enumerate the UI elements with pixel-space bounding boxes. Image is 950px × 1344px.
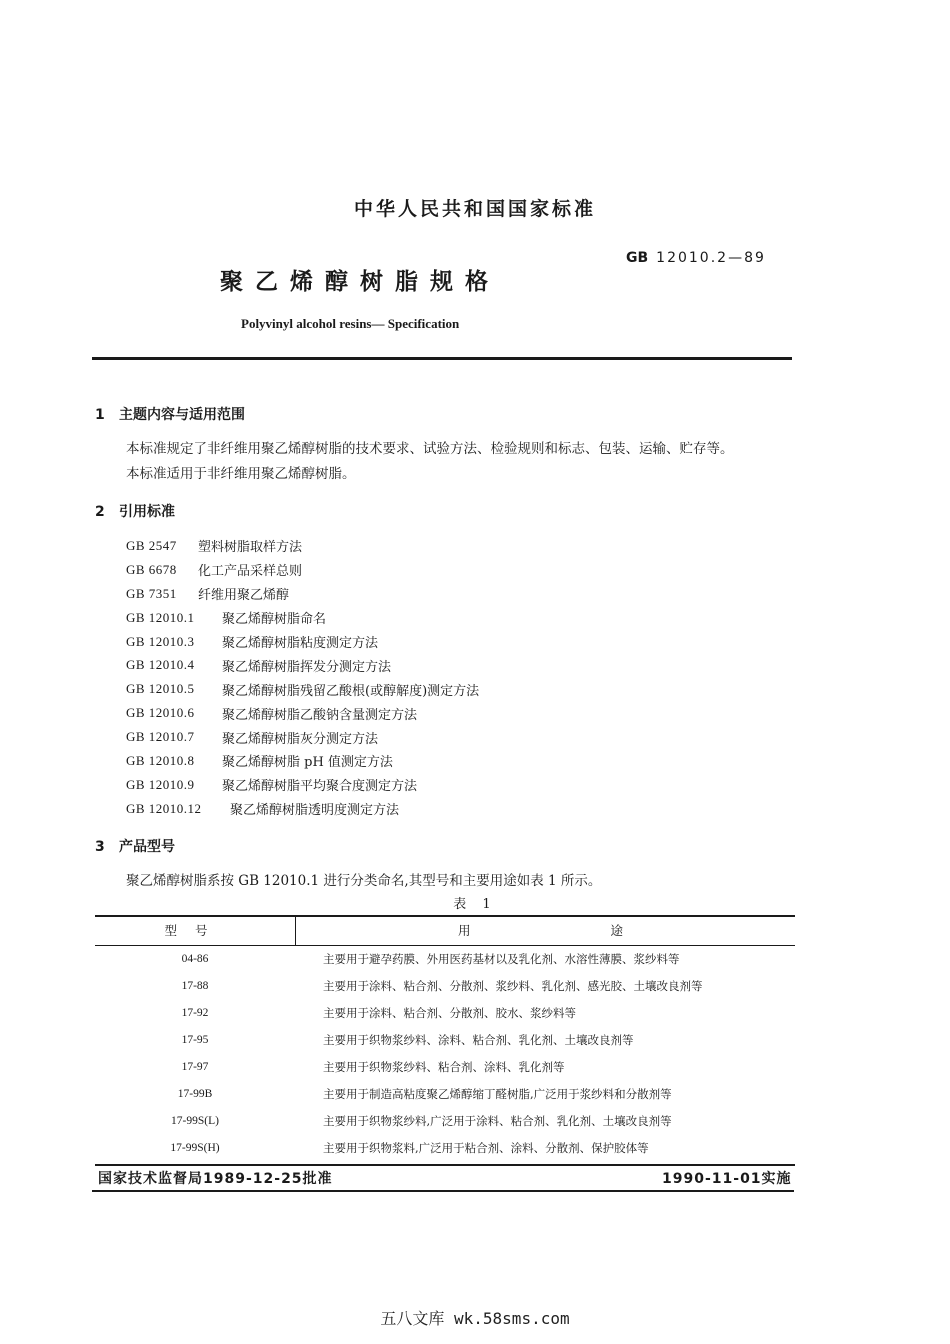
header-use [296,917,795,945]
cell-model: 17-99S(L) [171,1115,219,1127]
cell-use: 主要用于织物浆纱料、涂料、粘合剂、乳化剂、土壤改良剂等 [323,1033,634,1047]
reference-item [126,653,479,677]
reference-title: 塑料树脂取样方法 [198,540,303,556]
reference-code: GB 12010.4 [126,657,195,673]
table-caption: 表 1 [453,897,497,912]
reference-title: 聚乙烯醇树脂命名 [222,612,327,628]
reference-item [126,677,479,701]
reference-item [126,749,479,773]
english-title: Polyvinyl alcohol resins— Specification [241,316,460,331]
table-row [95,946,795,973]
table-row [95,1000,795,1027]
section-1-heading [95,404,245,424]
table-row [95,1135,795,1162]
reference-code: GB 12010.12 [126,800,202,816]
table-row [95,1108,795,1135]
section-title: 主题内容与适用范围 [119,407,245,423]
section-title: 产品型号 [119,839,175,855]
cell-model: 17-92 [181,1007,209,1019]
table-row [95,1054,795,1081]
standard-code [626,250,766,266]
section-title: 引用标准 [119,504,175,520]
cell-use: 主要用于涂料、粘合剂、分散剂、胶水、浆纱料等 [323,1006,576,1020]
document-title: 聚乙烯醇树脂规格 [220,269,500,295]
table-row [95,1027,795,1054]
reference-title: 聚乙烯醇树脂乙酸钠含量测定方法 [222,707,418,723]
table-header [95,917,795,946]
section-1-paragraph-2: 本标准适用于非纤维用聚乙烯醇树脂。 [126,466,356,482]
table-row [95,973,795,1000]
reference-title: 聚乙烯醇树脂平均聚合度测定方法 [222,779,418,795]
national-standard-heading: 中华人民共和国国家标准 [353,198,596,220]
cell-use: 主要用于织物浆料,广泛用于粘合剂、涂料、分散剂、保护胶体等 [323,1141,649,1155]
section-number: 3 [95,839,105,855]
table-row [95,1081,795,1108]
reference-code: GB 12010.8 [126,752,195,768]
section-3-paragraph: 聚乙烯醇树脂系按 GB 12010.1 进行分类命名,其型号和主要用途如表 1 所示。 [126,873,602,889]
cell-use: 主要用于避孕药膜、外用医药基材以及乳化剂、水溶性薄膜、浆纱料等 [323,952,680,966]
cell-model: 17-99B [177,1088,213,1100]
reference-title: 聚乙烯醇树脂 pH 值测定方法 [222,755,393,771]
section-1-paragraph-1: 本标准规定了非纤维用聚乙烯醇树脂的技术要求、试验方法、检验规则和标志、包装、运输、贮存等。 [126,441,734,457]
section-number: 2 [95,504,105,520]
reference-code: GB 12010.1 [126,609,195,625]
effective-date: 1990-11-01实施 [662,1171,792,1187]
approval-line: 国家技术监督局1989-12-25批准 [98,1171,333,1187]
cell-model: 17-97 [181,1061,209,1073]
model-use-table [95,915,795,1166]
reference-title: 纤维用聚乙烯醇 [198,588,290,604]
table-bottom-rule [95,1164,795,1166]
reference-item [126,582,479,606]
header-model: 型号 [95,917,296,945]
header-use-char-1: 用 [458,923,471,938]
cell-model: 17-95 [181,1034,209,1046]
reference-item [126,606,479,630]
reference-code: GB 7351 [126,585,177,601]
code-prefix: GB [626,250,649,266]
reference-title: 聚乙烯醇树脂粘度测定方法 [222,636,379,651]
footer-divider [92,1190,794,1192]
reference-item [126,701,479,725]
reference-item [126,773,479,797]
header-divider [92,357,792,360]
reference-title: 聚乙烯醇树脂挥发分测定方法 [222,659,392,675]
reference-code: GB 12010.3 [126,633,195,649]
watermark-text: 五八文库 wk.58sms.com [380,1309,570,1328]
reference-code: GB 6678 [126,561,177,577]
code-number: 12010.2—89 [656,250,766,266]
reference-code: GB 2547 [126,537,177,553]
cell-use: 主要用于涂料、粘合剂、分散剂、浆纱料、乳化剂、感光胶、土壤改良剂等 [323,979,703,993]
reference-item [126,797,479,821]
cell-use: 主要用于织物浆纱料、粘合剂、涂料、乳化剂等 [323,1060,565,1074]
cell-model: 17-88 [181,980,209,992]
reference-item [126,725,479,749]
reference-title: 化工产品采样总则 [198,564,303,580]
cell-use: 主要用于制造高粘度聚乙烯醇缩丁醛树脂,广泛用于浆纱料和分散剂等 [323,1087,672,1101]
reference-item [126,534,479,558]
header-use-char-2: 途 [610,923,624,938]
reference-item [126,630,479,654]
reference-code: GB 12010.9 [126,776,195,792]
section-3-heading [95,836,175,856]
cell-use: 主要用于织物浆纱料,广泛用于涂料、粘合剂、乳化剂、土壤改良剂等 [323,1114,672,1128]
reference-list [126,534,479,821]
reference-title: 聚乙烯醇树脂残留乙酸根(或醇解度)测定方法 [222,683,480,699]
cell-model: 04-86 [181,953,209,965]
reference-title: 聚乙烯醇树脂灰分测定方法 [222,731,379,747]
section-number: 1 [95,407,105,423]
cell-model: 17-99S(H) [170,1142,220,1154]
reference-item [126,558,479,582]
reference-code: GB 12010.6 [126,705,195,721]
reference-code: GB 12010.7 [126,729,195,745]
reference-title: 聚乙烯醇树脂透明度测定方法 [230,803,400,819]
reference-code: GB 12010.5 [126,681,195,697]
section-2-heading [95,501,175,521]
